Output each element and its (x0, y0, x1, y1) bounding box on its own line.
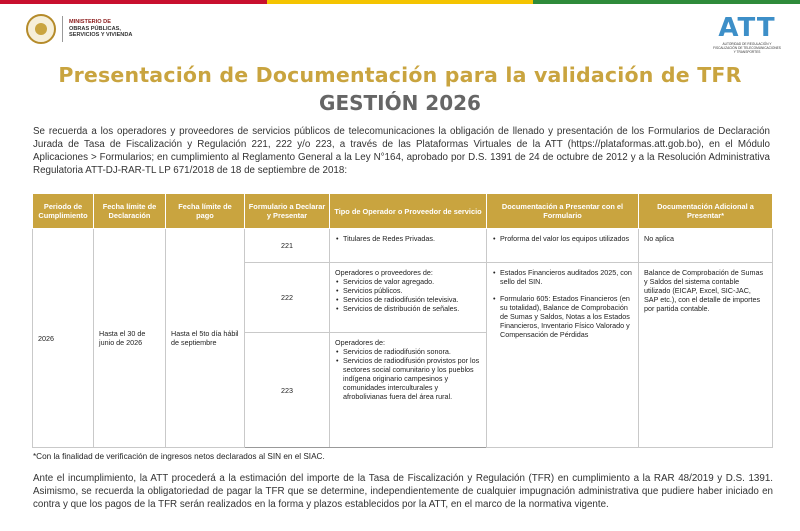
ministry-name (69, 19, 149, 39)
docs-222-item: • Formulario 605: Estados Financieros (en su totalidad), Balance de Comprobación de Sumas y Saldos, Notas a los Estados Financieros, Inventario Físico Valorado y Compensación de Pérdidas (500, 294, 633, 339)
operators-223-item: • Servicios de radiodifusión sonora. (343, 347, 481, 356)
att-logo-word: ATT (718, 13, 776, 43)
bolivia-seal-icon (26, 14, 56, 44)
header-declaration-deadline: Fecha límite de Declaración (94, 194, 166, 229)
table-row (33, 229, 773, 263)
header-documentation: Documentación a Presentar con el Formulario (487, 194, 639, 229)
cell-operators-223 (330, 333, 487, 448)
cell-docs-222-223 (487, 263, 639, 448)
logo-divider (62, 16, 63, 42)
docs-222-item: • Estados Financieros auditados 2025, con sello del SIN. (500, 268, 633, 286)
operators-222-intro: Operadores o proveedores de: (335, 268, 433, 277)
table-header-row (33, 194, 773, 229)
cell-declaration-deadline: Hasta el 30 de junio de 2026 (94, 229, 166, 448)
header (0, 4, 800, 56)
operators-222-item: • Servicios de radiodifusión televisiva. (343, 295, 481, 304)
cell-operators-221 (330, 229, 487, 263)
cell-docs-221 (487, 229, 639, 263)
att-logo (712, 13, 782, 54)
header-additional-documentation: Documentación Adicional a Presentar* (639, 194, 773, 229)
cell-form-221: 221 (245, 229, 330, 263)
cell-operators-222 (330, 263, 487, 333)
cell-form-223: 223 (245, 333, 330, 448)
cell-form-222: 222 (245, 263, 330, 333)
header-period: Periodo de Cumplimiento (33, 194, 94, 229)
intro-paragraph: Se recuerda a los operadores y proveedores de servicios públicos de telecomunicaciones la obligación de llenado y presentación de los Formularios de Declaración Jurada de Tasa de Fiscalización y Regulación 221, 222 y/o 223, a través de las Plataformas Virtuales de la ATT (https://plataformas.att.gob.bo), en el Módulo Aplicaciones > Formularios; en cumplimiento al Reglamento General a la Ley N°164, aprobado por D.S. 1391 de 24 de octubre de 2012 y a la Resolución Administrativa Regulatoria ATT-DJ-RAR-TL LP 671/2018 de 18 de septiembre de 2018: (33, 126, 770, 176)
operators-223-intro: Operadores de: (335, 338, 385, 347)
ministry-logo (26, 14, 149, 44)
footnote: *Con la finalidad de verificación de ingresos netos declarados al SIN en el SIAC. (33, 452, 325, 461)
ministry-line-1: MINISTERIO DE (69, 19, 111, 26)
operators-223-item: • Servicios de radiodifusión provistos por los sectores social comunitario y los pueblos indígena originario campesinos y comunidades interculturales y afrobolivianas fuera del área rural. (343, 356, 481, 401)
closing-paragraph: Ante el incumplimiento, la ATT procederá a la estimación del importe de la Tasa de Fiscalización y Regulación (TFR) en cumplimiento a la RAR 48/2019 y D.S. 1391. Asimismo, se recuerda la obligatoriedad de pagar la TFR que se determine, independientemente de cualquier impugnación administrativa que pudiere haber iniciado en contra y que los pagos de la TFR serán realizados en la forma y plazos establecidos por la ATT, en el marco de la normativa vigente. (33, 473, 773, 510)
page-title: Presentación de Documentación para la validación de TFR (58, 63, 742, 87)
att-logo-subtitle: AUTORIDAD DE REGULACIÓN Y FISCALIZACIÓN DE TELECOMUNICACIONES Y TRANSPORTES (713, 42, 781, 54)
operators-222-item: • Servicios de valor agregado. (343, 277, 481, 286)
cell-additional-221: No aplica (639, 229, 773, 263)
operators-222-item: • Servicios públicos. (343, 286, 481, 295)
ministry-line-2: OBRAS PÚBLICAS, (69, 25, 121, 32)
header-form: Formulario a Declarar y Presentar (245, 194, 330, 229)
header-payment-deadline: Fecha límite de pago (166, 194, 245, 229)
cell-payment-deadline: Hasta el 5to día hábil de septiembre (166, 229, 245, 448)
operators-222-item: • Servicios de distribución de señales. (343, 304, 481, 313)
cell-additional-222-223: Balance de Comprobación de Sumas y Saldos del sistema contable utilizado (EICAP, Excel, SIC-JAC, SAP etc.), con el detalle de importes por partida contable. (639, 263, 773, 448)
ministry-line-3: SERVICIOS Y VIVIENDA (69, 32, 133, 39)
operators-221-item: • Titulares de Redes Privadas. (343, 234, 481, 243)
header-operator-type: Tipo de Operador o Proveedor de servicio (330, 194, 487, 229)
tfr-table (32, 193, 773, 448)
page-subtitle: GESTIÓN 2026 (319, 91, 481, 115)
docs-221-item: • Proforma del valor los equipos utilizados (500, 234, 633, 243)
cell-period: 2026 (33, 229, 94, 448)
